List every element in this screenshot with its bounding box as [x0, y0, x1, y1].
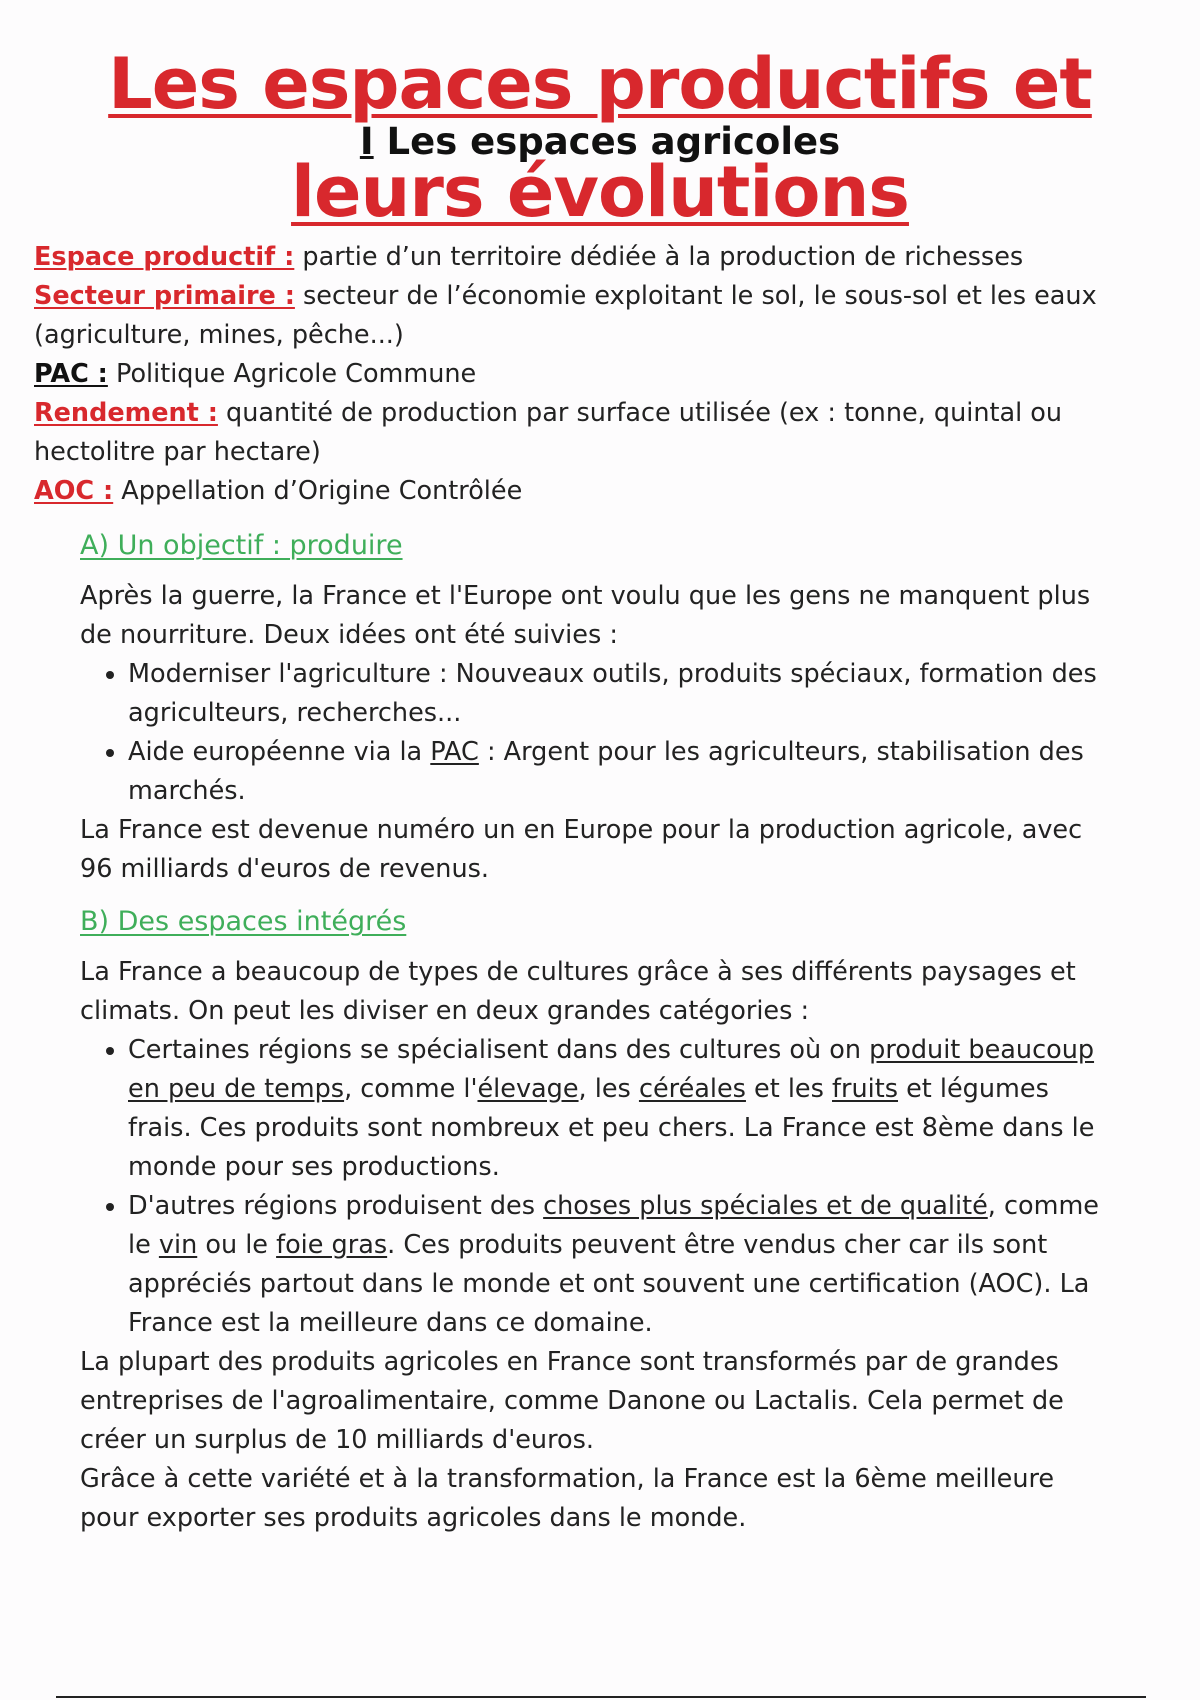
section-b-list — [80, 1031, 1120, 1343]
section-a-conclusion: La France est devenue numéro un en Europe pour la production agricole, avec 96 milliards d'euros de revenus. — [80, 815, 1083, 884]
section-b-paragraph: La plupart des produits agricoles en France sont transformés par de grandes entreprises de l'agroalimentaire, comme Danone ou Lactalis. Cela permet de créer un surplus de 10 milliards d'euros. — [80, 1347, 1064, 1455]
section-a — [80, 526, 1120, 889]
definition-text: secteur de l’économie exploitant le sol, le sous-sol et les eaux (agriculture, mines, pêche...) — [34, 281, 1097, 350]
definition-term: Espace productif : — [34, 242, 295, 272]
list-item: • D'autres régions produisent des choses plus spéciales et de qualité, comme le vin ou le foie gras. Ces produits peuvent être vendus cher car ils sont appréciés partout dans le monde et ont souvent une certification (AOC). La France est la meilleure dans ce domaine. — [128, 1187, 1120, 1343]
definition-item — [34, 472, 1154, 511]
definition-item — [34, 238, 1154, 277]
definition-item — [34, 277, 1154, 355]
definition-text: Politique Agricole Commune — [107, 359, 477, 389]
title-line-2: leurs évolutions — [291, 151, 909, 233]
definition-text: Appellation d’Origine Contrôlée — [113, 476, 523, 506]
section-number: I — [359, 120, 374, 163]
section-b-title: B) Des espaces intégrés — [80, 906, 407, 937]
title-line-1: Les espaces productifs et — [108, 43, 1092, 125]
definition-term: PAC : — [34, 359, 108, 389]
section-heading-text: Les espaces agricoles — [373, 120, 841, 163]
section-a-list — [80, 655, 1120, 811]
definition-text: partie d’un territoire dédiée à la production de richesses — [294, 242, 1024, 272]
section-b-paragraph: Grâce à cette variété et à la transformation, la France est la 6ème meilleure pour exporter ses produits agricoles dans le monde. — [80, 1464, 1055, 1533]
list-item: • Moderniser l'agriculture : Nouveaux outils, produits spéciaux, formation des agriculteurs, recherches... — [128, 655, 1120, 733]
list-item: • Aide européenne via la PAC : Argent pour les agriculteurs, stabilisation des marchés. — [128, 733, 1120, 811]
section-b-intro: La France a beaucoup de types de cultures grâce à ses différents paysages et climats. On peut les diviser en deux grandes catégories : — [80, 957, 1076, 1026]
section-b — [80, 902, 1120, 1538]
definition-term: AOC : — [34, 476, 114, 506]
pac-link-text: PAC — [430, 737, 479, 767]
definition-text: quantité de production par surface utilisée (ex : tonne, quintal ou hectolitre par hectare) — [34, 398, 1063, 467]
definition-item — [34, 394, 1154, 472]
divider — [56, 1696, 1146, 1698]
section-a-intro: Après la guerre, la France et l'Europe ont voulu que les gens ne manquent plus de nourriture. Deux idées ont été suivies : — [80, 581, 1091, 650]
definition-term: Rendement : — [34, 398, 218, 428]
list-item: • Certaines régions se spécialisent dans des cultures où on produit beaucoup en peu de temps, comme l'élevage, les céréales et les fruits et légumes frais. Ces produits sont nombreux et peu chers. La France est 8ème dans le monde pour ses productions. — [128, 1031, 1120, 1187]
section-a-title: A) Un objectif : produire — [80, 530, 403, 561]
definition-item — [34, 355, 1154, 394]
definitions-list — [34, 238, 1154, 511]
definition-term: Secteur primaire : — [34, 281, 295, 311]
